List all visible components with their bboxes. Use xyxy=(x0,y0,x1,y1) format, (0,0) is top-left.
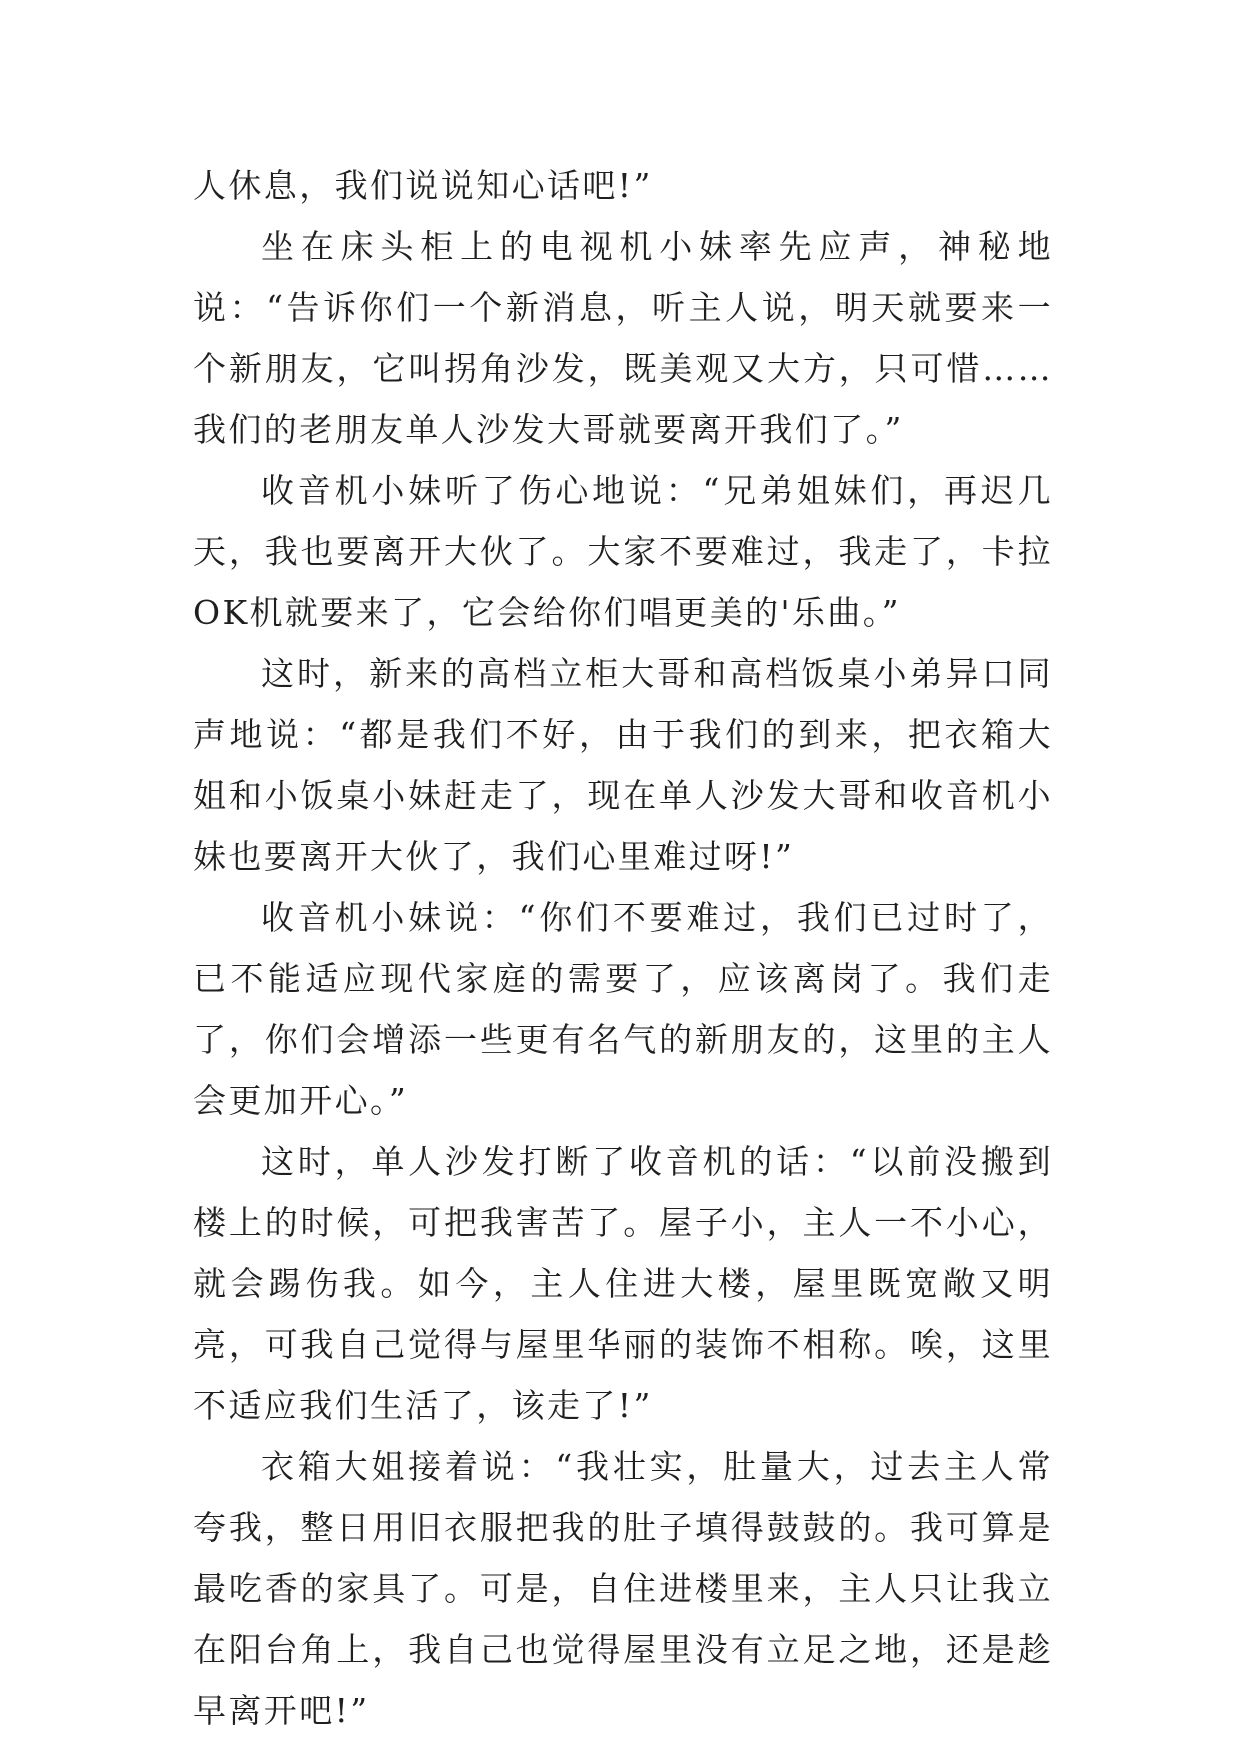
paragraph-6: 这时，单人沙发打断了收音机的话：“以前没搬到楼上的时候，可把我害苦了。屋子小，主人一不小心，就会踢伤我。如今，主人住进大楼，屋里既宽敞又明亮，可我自己觉得与屋里华丽的装饰不相称。唉，这里不适应我们生活了，该走了!” xyxy=(193,1142,1053,1425)
story-text xyxy=(193,155,1053,1741)
paragraph-2: 坐在床头柜上的电视机小妹率先应声，神秘地说：“告诉你们一个新消息，听主人说，明天就要来一个新朋友，它叫拐角沙发，既美观又大方，只可惜……我们的老朋友单人沙发大哥就要离开我们了。” xyxy=(193,227,1053,449)
paragraph-7: 衣箱大姐接着说：“我壮实，肚量大，过去主人常夸我，整日用旧衣服把我的肚子填得鼓鼓的。我可算是最吃香的家具了。可是，自住进楼里来，主人只让我立在阳台角上，我自己也觉得屋里没有立足之地，还是趁早离开吧!” xyxy=(193,1447,1053,1730)
paragraph-1: 人休息，我们说说知心话吧!” xyxy=(193,166,653,205)
paragraph-5: 收音机小妹说：“你们不要难过，我们已过时了，已不能适应现代家庭的需要了，应该离岗了。我们走了，你们会增添一些更有名气的新朋友的，这里的主人会更加开心。” xyxy=(193,898,1053,1120)
paragraph-3: 收音机小妹听了伤心地说：“兄弟姐妹们，再迟几天，我也要离开大伙了。大家不要难过，我走了，卡拉OK机就要来了，它会给你们唱更美的'乐曲。” xyxy=(193,471,1053,632)
paragraph-4: 这时，新来的高档立柜大哥和高档饭桌小弟异口同声地说：“都是我们不好，由于我们的到来，把衣箱大姐和小饭桌小妹赶走了，现在单人沙发大哥和收音机小妹也要离开大伙了，我们心里难过呀!” xyxy=(193,654,1053,876)
